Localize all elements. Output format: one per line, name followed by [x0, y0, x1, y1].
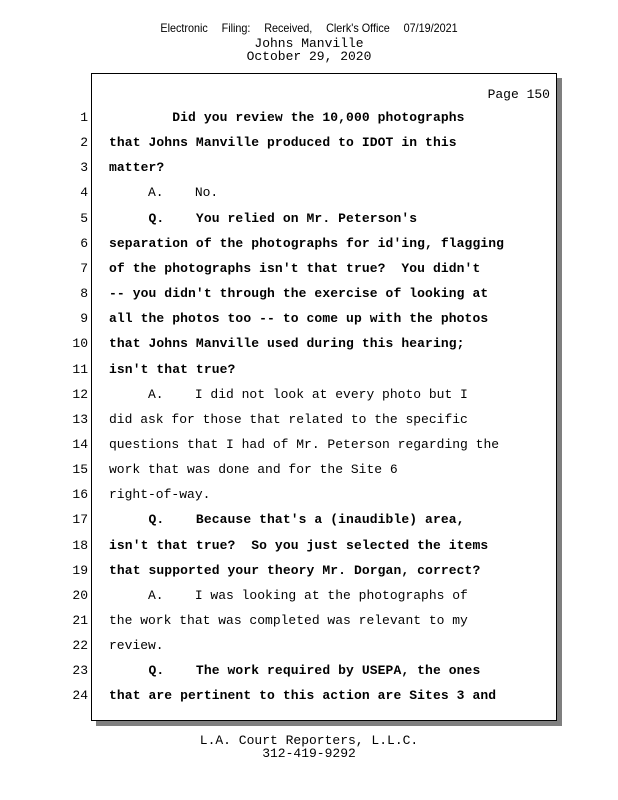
header-witness: Johns Manville — [254, 36, 364, 51]
transcript-line: A. I was looking at the photographs of — [109, 588, 468, 603]
transcript-line: work that was done and for the Site 6 — [109, 462, 398, 477]
transcript-line: isn't that true? — [109, 362, 236, 377]
transcript-line: all the photos too -- to come up with the photos — [109, 311, 489, 326]
line-number: 10 — [72, 336, 88, 351]
efiling-date: 07/19/2021 — [403, 21, 458, 35]
line-number: 11 — [72, 362, 88, 377]
line-number: 18 — [72, 538, 88, 553]
efiling-stamp — [31, 21, 587, 35]
transcript-line: that Johns Manville used during this hearing; — [109, 336, 465, 351]
line-number: 14 — [72, 437, 88, 452]
footer-phone: 312-419-9292 — [262, 746, 356, 761]
transcript-line: questions that I had of Mr. Peterson regarding the — [109, 437, 500, 452]
transcript-line: that are pertinent to this action are Sites 3 and — [109, 688, 497, 703]
line-number: 17 — [72, 512, 88, 527]
transcript-line: Did you review the 10,000 photographs — [109, 110, 465, 125]
line-number: 13 — [72, 412, 88, 427]
transcript-line: right-of-way. — [109, 487, 211, 502]
transcript-line: the work that was completed was relevant to my — [109, 613, 468, 628]
efiling-received: Received, — [264, 21, 313, 35]
line-number: 8 — [80, 286, 88, 301]
line-number: 2 — [80, 135, 88, 150]
transcript-line: of the photographs isn't that true? You didn't — [109, 261, 481, 276]
transcript-line: A. I did not look at every photo but I — [109, 387, 468, 402]
line-number: 20 — [72, 588, 88, 603]
line-number: 6 — [80, 236, 88, 251]
transcript-line: that Johns Manville produced to IDOT in this — [109, 135, 457, 150]
line-number: 22 — [72, 638, 88, 653]
line-number: 21 — [72, 613, 88, 628]
line-number: 16 — [72, 487, 88, 502]
transcript-line: A. No. — [109, 185, 219, 200]
transcript-line: Q. Because that's a (inaudible) area, — [109, 512, 465, 527]
transcript-line: Q. The work required by USEPA, the ones — [109, 663, 481, 678]
header-date: October 29, 2020 — [246, 49, 372, 64]
line-number: 19 — [72, 563, 88, 578]
efiling-electronic: Electronic — [160, 21, 208, 35]
transcript-line: isn't that true? So you just selected the items — [109, 538, 489, 553]
transcript-line: that supported your theory Mr. Dorgan, correct? — [109, 563, 481, 578]
line-number: 9 — [80, 311, 88, 326]
line-number: 7 — [80, 261, 88, 276]
efiling-filing: Filing: — [221, 21, 251, 35]
transcript-line: did ask for those that related to the specific — [109, 412, 468, 427]
line-number: 23 — [72, 663, 88, 678]
line-number: 5 — [80, 211, 88, 226]
line-number: 4 — [80, 185, 88, 200]
footer-reporter: L.A. Court Reporters, L.L.C. — [199, 733, 419, 748]
line-number: 1 — [80, 110, 88, 125]
transcript-line: Q. You relied on Mr. Peterson's — [109, 211, 418, 226]
transcript-line: review. — [109, 638, 164, 653]
line-number: 3 — [80, 160, 88, 175]
transcript-line: matter? — [109, 160, 165, 175]
transcript-line: -- you didn't through the exercise of looking at — [109, 286, 489, 301]
page-number: Page 150 — [487, 87, 550, 102]
transcript-line: separation of the photographs for id'ing, flagging — [109, 236, 505, 251]
line-number: 12 — [72, 387, 88, 402]
efiling-clerks-office: Clerk's Office — [326, 21, 390, 35]
line-number: 15 — [72, 462, 88, 477]
line-number: 24 — [72, 688, 88, 703]
